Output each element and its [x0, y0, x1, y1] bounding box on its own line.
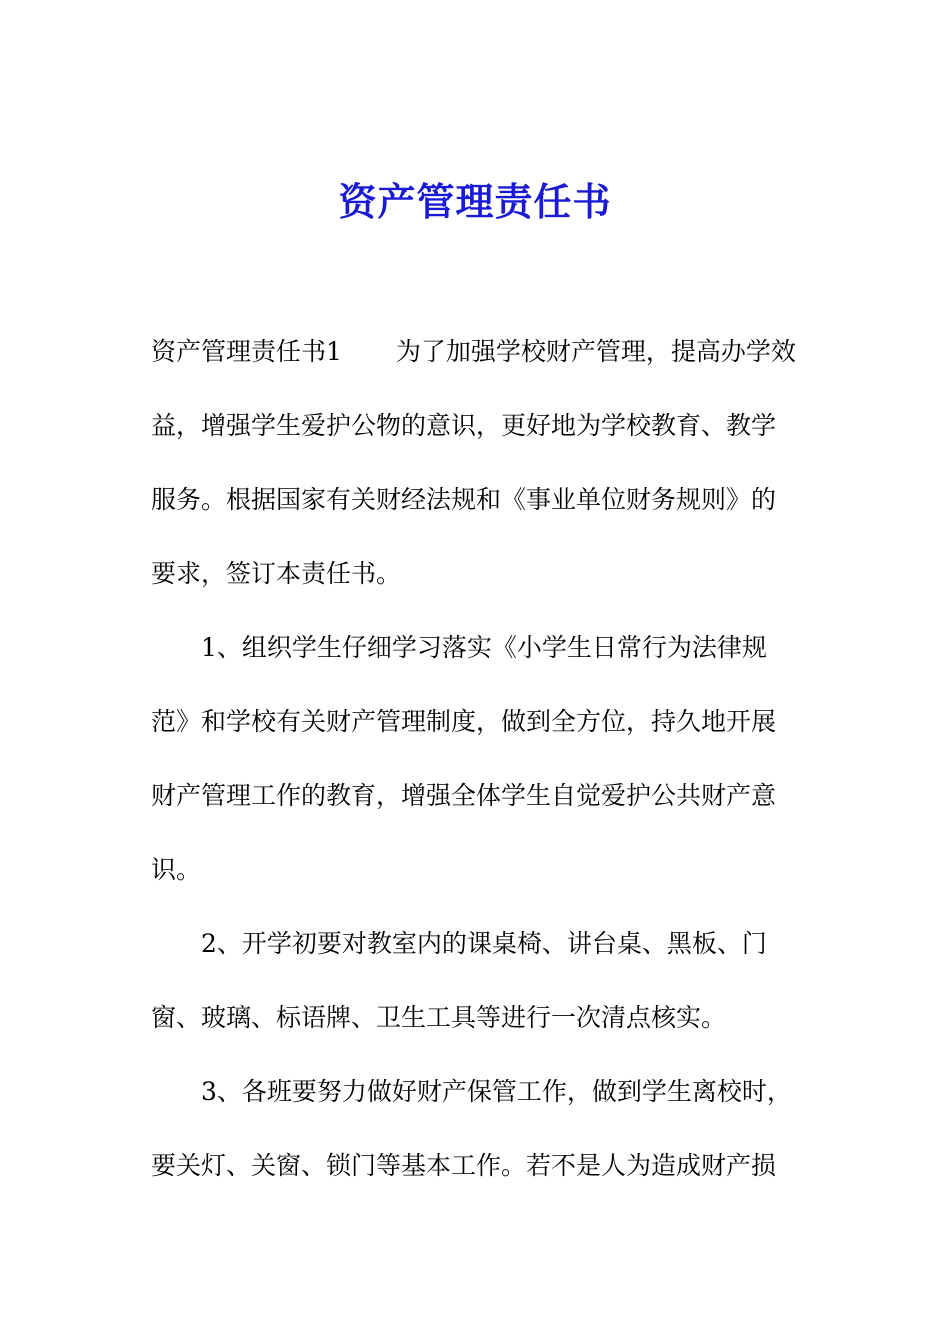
body-line-3: 服务。根据国家有关财经法规和《事业单位财务规则》的 — [151, 485, 777, 514]
body-line-10: 窗、玻璃、标语牌、卫生工具等进行一次清点核实。 — [151, 1003, 727, 1032]
section-heading: 资产管理责任书1 — [151, 337, 342, 366]
body-line-8: 识。 — [151, 855, 202, 884]
body-line-6: 范》和学校有关财产管理制度，做到全方位，持久地开展 — [151, 707, 777, 736]
document-body — [151, 315, 811, 1203]
body-line-7: 财产管理工作的教育，增强全体学生自觉爱护公共财产意 — [151, 781, 777, 810]
body-line-12: 要关灯、关窗、锁门等基本工作。若不是人为造成财产损 — [151, 1151, 777, 1180]
body-line-11: 3、各班要努力做好财产保管工作，做到学生离校时， — [151, 1077, 792, 1106]
body-line-9: 2、开学初要对教室内的课桌椅、讲台桌、黑板、门 — [151, 929, 767, 958]
body-line-2: 益，增强学生爱护公物的意识，更好地为学校教育、教学 — [151, 411, 777, 440]
body-line-4: 要求，签订本责任书。 — [151, 559, 402, 588]
document-title: 资产管理责任书 — [338, 179, 612, 224]
body-line-1 — [151, 315, 811, 389]
body-line-text: 为了加强学校财产管理，提高办学效 — [395, 337, 796, 366]
body-line-5: 1、组织学生仔细学习落实《小学生日常行为法律规 — [151, 633, 767, 662]
